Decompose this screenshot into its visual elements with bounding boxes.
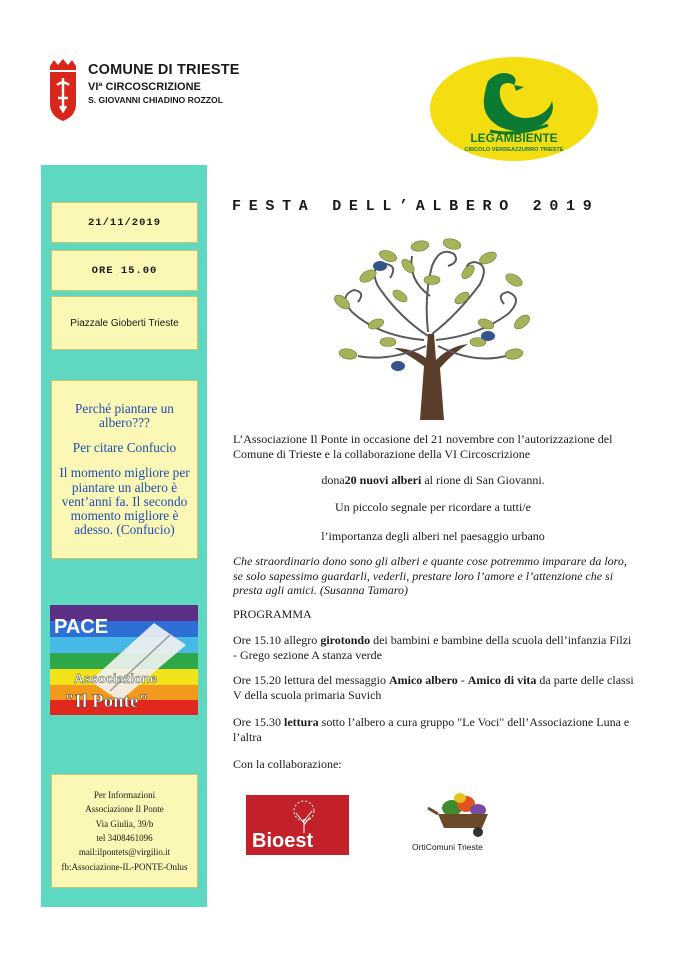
tree-illustration: [328, 236, 534, 420]
center-line-3: l’importanza degli alberi nel paesaggio urbano: [321, 529, 545, 543]
info-facebook: fb:Associazione-IL-PONTE-Onlus: [61, 861, 188, 872]
collaborazione-label: Con la collaborazione:: [233, 757, 342, 771]
legambiente-name: LEGAMBIENTE: [470, 131, 558, 145]
legambiente-sub: CIRCOLO VERDEAZZURRO TRIESTE: [464, 147, 564, 153]
pace-assoc: Associazione: [74, 671, 158, 686]
dona-pre: dona: [321, 473, 345, 487]
center-line-2: Un piccolo segnale per ricordare a tutti/e: [335, 500, 531, 514]
pace-label: PACE: [54, 616, 109, 638]
circoscrizione-label: VIª CIRCOSCRIZIONE: [88, 81, 201, 93]
comune-title: COMUNE DI TRIESTE: [88, 62, 240, 78]
event-time: ORE 15.00: [51, 250, 198, 291]
p3-c: sotto l’albero a cura gruppo "Le Voci" dell’Associazione Luna e l’altra: [233, 715, 630, 744]
info-line: Per Informazioni: [93, 789, 156, 800]
p2-a: Ore 15.20 lettura del messaggio: [233, 673, 389, 687]
pace-name: "Il Ponte": [64, 691, 149, 712]
programma-heading: PROGRAMMA: [233, 607, 312, 621]
pace-il-ponte-logo: [50, 605, 198, 715]
p1-a: Ore 15.10 allegro: [233, 633, 321, 647]
info-phone: tel 3408461096: [96, 833, 153, 843]
bioest-logo: [246, 795, 349, 855]
p1-b: girotondo: [320, 633, 371, 647]
dona-line: [233, 473, 633, 488]
quote-line-3: Il momento migliore per piantare un albero è vent’anni fa. Il secondo momento migliore è adesso. (Confucio): [59, 465, 190, 538]
info-line: Via Giulia, 39/b: [95, 818, 154, 829]
program-item-1: [233, 633, 638, 662]
p2-c: -: [457, 673, 468, 687]
legambiente-logo: [430, 57, 598, 161]
trieste-crest-icon: [48, 58, 78, 122]
orticomuni-label: OrtiComuni Trieste: [412, 842, 483, 852]
p2-b: Amico albero: [388, 673, 458, 687]
info-box: [51, 774, 198, 888]
confucio-quote-box: [51, 380, 198, 559]
event-place: Piazzale Gioberti Trieste: [51, 296, 198, 350]
rione-label: S. GIOVANNI CHIADINO ROZZOL: [88, 95, 223, 105]
program-item-2: [233, 673, 638, 702]
bioest-text: Bioest: [252, 830, 314, 852]
dona-post: al rione di San Giovanni.: [421, 473, 545, 487]
event-date: 21/11/2019: [51, 202, 198, 243]
dona-bold: 20 nuovi alberi: [344, 473, 422, 487]
intro-paragraph: L’Associazione Il Ponte in occasione del 21 novembre con l’autorizzazione del Comune di Trieste e la collaborazione della VI Circoscrizione: [233, 432, 613, 461]
p3-a: Ore 15.30: [233, 715, 284, 729]
info-line: Associazione Il Ponte: [85, 804, 164, 815]
quote-line-1: Perché piantare un albero???: [75, 400, 174, 430]
info-email: mail:ilpontets@virgilio.it: [78, 847, 171, 858]
p3-b: lettura: [284, 715, 319, 729]
p1-c: dei bambini e bambine della scuola dell’infanzia Filzi - Grego sezione A stanza verde: [233, 633, 632, 662]
program-item-3: [233, 715, 638, 744]
tamaro-quote: Che straordinario dono sono gli alberi e quante cose potremmo imparare da loro, se solo sapessimo guardarli, vederli, prestare loro l’amore e l’attenzione che si presta agli amici. (Susanna Tamaro): [233, 554, 627, 597]
sidebar-panel: [41, 165, 207, 907]
quote-line-2: Per citare Confucio: [72, 440, 177, 456]
p2-e: da parte delle classi V della scuola primaria Suvich: [233, 673, 634, 702]
p2-d: Amico di vita: [467, 673, 537, 687]
orticomuni-cart-icon: [424, 788, 504, 838]
page-title: FESTA DELL’ALBERO 2019: [232, 198, 600, 215]
